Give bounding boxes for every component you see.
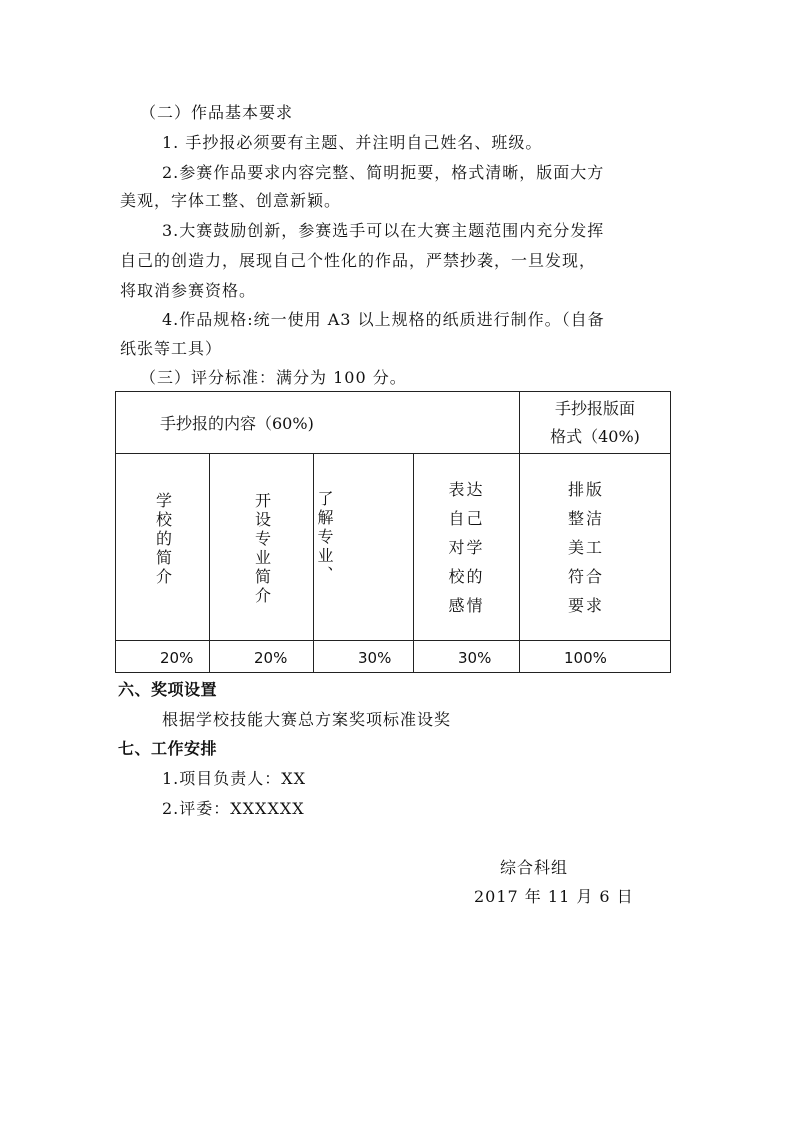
section3-heading: （三）评分标准：满分为 100 分。 <box>140 368 407 387</box>
scoring-table-percent-row <box>116 641 671 673</box>
section2-heading: （二）作品基本要求 <box>140 103 294 122</box>
scoring-table-header-row <box>116 392 671 454</box>
criterion-layout-line5: 要求 <box>568 595 605 615</box>
requirement-item-2-line1: 2.参赛作品要求内容完整、简明扼要，格式清晰，版面大方 <box>162 163 605 182</box>
criterion-layout-line3: 美工 <box>568 537 605 557</box>
content-header: 手抄报的内容（60%) <box>160 414 314 433</box>
criterion-express-feelings-cell <box>414 454 520 641</box>
requirement-item-3-line3: 将取消参赛资格。 <box>120 281 257 300</box>
format-header-cell <box>520 392 671 454</box>
criterion-layout-line1: 排版 <box>568 479 605 499</box>
criterion-layout-line2: 整洁 <box>568 508 605 528</box>
requirement-item-3-line1: 3.大赛鼓励创新，参赛选手可以在大赛主题范围内充分发挥 <box>162 221 605 240</box>
criterion-express-line4: 校的 <box>448 566 485 586</box>
signature-date: 2017 年 11 月 6 日 <box>474 887 634 906</box>
criterion-major-intro-cell <box>210 454 314 641</box>
section7-heading: 七、工作安排 <box>118 739 218 758</box>
award-text: 根据学校技能大赛总方案奖项标准设奖 <box>162 710 452 729</box>
criterion-major-intro: 开设专业简介 <box>252 492 272 606</box>
signature-org: 综合科组 <box>500 858 569 877</box>
requirement-item-4-line2: 纸张等工具） <box>120 339 223 358</box>
criterion-express-line3: 对学 <box>448 537 485 557</box>
criterion-understand-major: 了解专业、 <box>315 490 334 585</box>
weight-layout: 100% <box>520 641 671 673</box>
weight-understand-major: 30% <box>314 641 414 673</box>
criterion-express-line5: 感情 <box>448 595 485 615</box>
requirement-item-2-line2: 美观，字体工整、创意新颖。 <box>120 191 342 210</box>
requirement-item-1: 1. 手抄报必须要有主题、并注明自己姓名、班级。 <box>162 133 543 152</box>
criterion-layout-line4: 符合 <box>568 566 605 586</box>
work-item-1: 1.项目负责人：XX <box>162 769 307 788</box>
criterion-express-line1: 表达 <box>448 479 485 499</box>
weight-school-intro: 20% <box>116 641 210 673</box>
weight-express-feelings: 30% <box>414 641 520 673</box>
scoring-table <box>115 391 671 673</box>
requirement-item-3-line2: 自己的创造力，展现自己个性化的作品，严禁抄袭，一旦发现， <box>120 251 597 270</box>
criterion-layout-cell <box>520 454 671 641</box>
content-header-cell <box>116 392 520 454</box>
format-header-line1: 手抄报版面 <box>554 398 635 418</box>
criterion-school-intro-cell <box>116 454 210 641</box>
criterion-understand-major-cell <box>314 454 414 641</box>
work-item-2: 2.评委：XXXXXX <box>162 799 305 818</box>
scoring-table-criteria-row <box>116 454 671 641</box>
criterion-express-line2: 自己 <box>448 508 485 528</box>
section6-heading: 六、奖项设置 <box>118 680 218 699</box>
criterion-school-intro: 学校的简介 <box>153 492 173 587</box>
weight-major-intro: 20% <box>210 641 314 673</box>
format-header-line2: 格式（40%) <box>550 426 640 446</box>
requirement-item-4-line1: 4.作品规格:统一使用 A3 以上规格的纸质进行制作。（自备 <box>162 310 605 329</box>
